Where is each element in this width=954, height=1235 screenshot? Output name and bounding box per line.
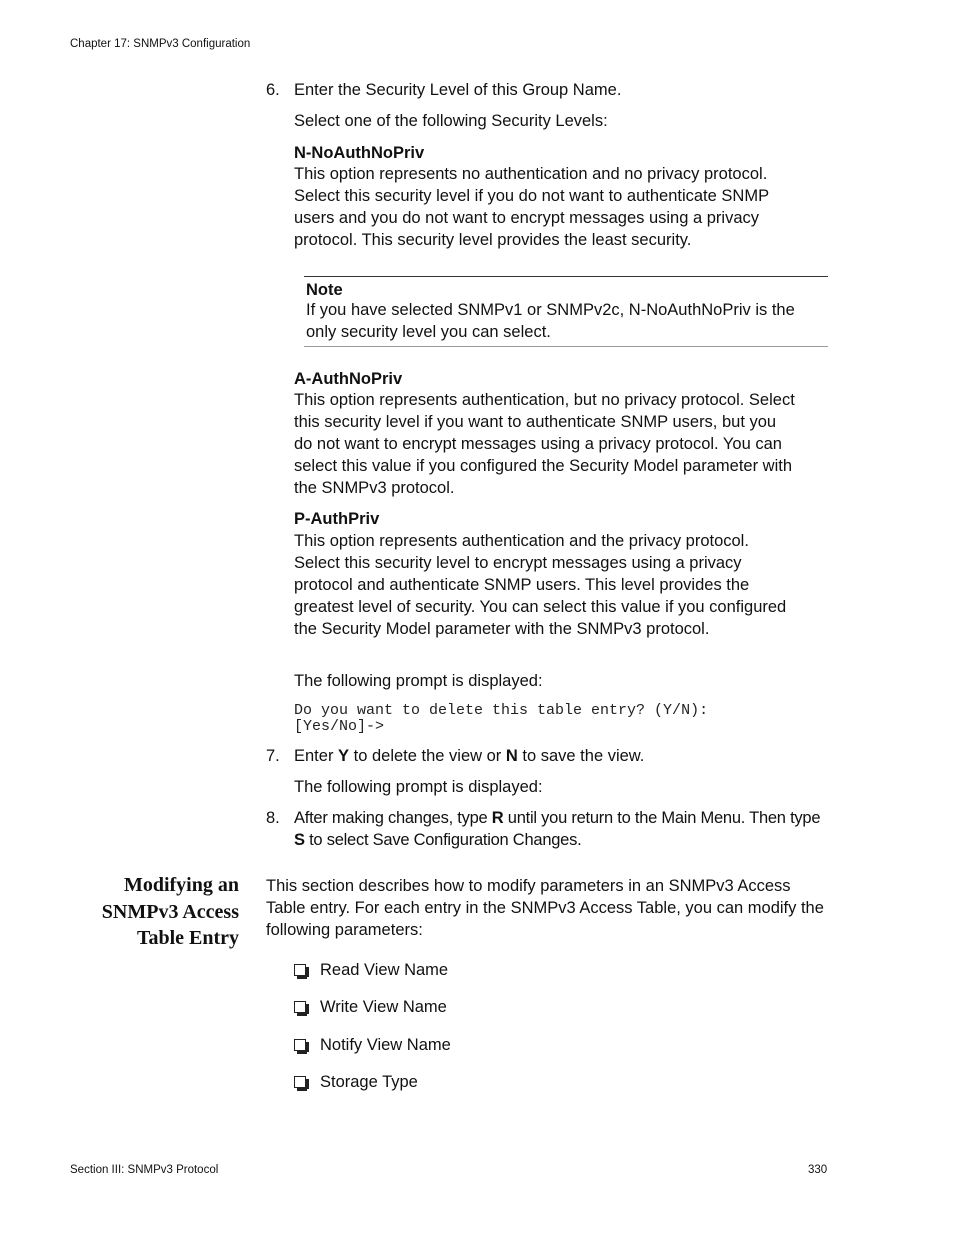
level-a-description: This option represents authentication, but no privacy protocol. Select this security level if you want to authenticate SNMP users, but you do not want to encrypt messages using a privacy protocol. You can select this value if you configured the Security Model parameter with the SNMPv3 protocol. — [294, 391, 795, 497]
checkbox-bullet-icon — [294, 964, 306, 976]
note-box — [304, 276, 828, 347]
section-heading: Modifying an SNMPv3 Access Table Entry — [101, 874, 239, 949]
step-8-text: After making changes, type R until you return to the Main Menu. Then type S to select Save Configuration Changes. — [294, 809, 821, 849]
step-6-number: 6. — [266, 81, 280, 99]
level-p-description: This option represents authentication and the privacy protocol. Select this security level to encrypt messages using a privacy protocol and authenticate SNMP users. This level provides the greatest level of security. You can select this value if you configured the Security Model parameter with the SNMPv3 protocol. — [294, 532, 787, 638]
level-n-description: This option represents no authentication and no privacy protocol. Select this security level if you do not want to authenticate SNMP users and you do not want to encrypt messages using a privacy protocol. This security level provides the least security. — [294, 165, 769, 249]
step-6-select-text: Select one of the following Security Levels: — [294, 112, 608, 130]
note-title: Note — [306, 281, 343, 299]
step-7-text: Enter Y to delete the view or N to save the view. — [294, 747, 645, 765]
running-footer-section: Section III: SNMPv3 Protocol — [70, 1164, 219, 1176]
checkbox-bullet-icon — [294, 1001, 306, 1013]
level-n-title: N-NoAuthNoPriv — [294, 144, 425, 162]
running-header: Chapter 17: SNMPv3 Configuration — [70, 38, 251, 50]
bullet-item: Read View Name — [294, 959, 448, 981]
step-7-number: 7. — [266, 747, 280, 765]
key-n: N — [505, 747, 518, 765]
level-p-title: P-AuthPriv — [294, 510, 380, 528]
section-intro: This section describes how to modify parameters in an SNMPv3 Access Table entry. For each entry in the SNMPv3 Access Table, you can modify the following parameters: — [266, 877, 824, 939]
key-y: Y — [338, 747, 350, 765]
prompt-label: The following prompt is displayed: — [294, 672, 543, 690]
bullet-item: Notify View Name — [294, 1034, 451, 1056]
prompt-code: Do you want to delete this table entry? (Y/N): [Yes/No]-> — [294, 702, 709, 735]
checkbox-bullet-icon — [294, 1039, 306, 1051]
bullet-item: Write View Name — [294, 996, 447, 1018]
checkbox-bullet-icon — [294, 1076, 306, 1088]
step-8-number: 8. — [266, 809, 280, 827]
bullet-item: Storage Type — [294, 1071, 418, 1093]
step-7-prompt-text: The following prompt is displayed: — [294, 778, 543, 796]
page-number: 330 — [808, 1164, 828, 1176]
step-6-text: Enter the Security Level of this Group Name. — [294, 81, 622, 99]
key-s: S — [294, 831, 305, 849]
note-text: If you have selected SNMPv1 or SNMPv2c, N-NoAuthNoPriv is the only security level you can select. — [306, 301, 795, 341]
level-a-title: A-AuthNoPriv — [294, 370, 403, 388]
key-r: R — [491, 809, 504, 827]
